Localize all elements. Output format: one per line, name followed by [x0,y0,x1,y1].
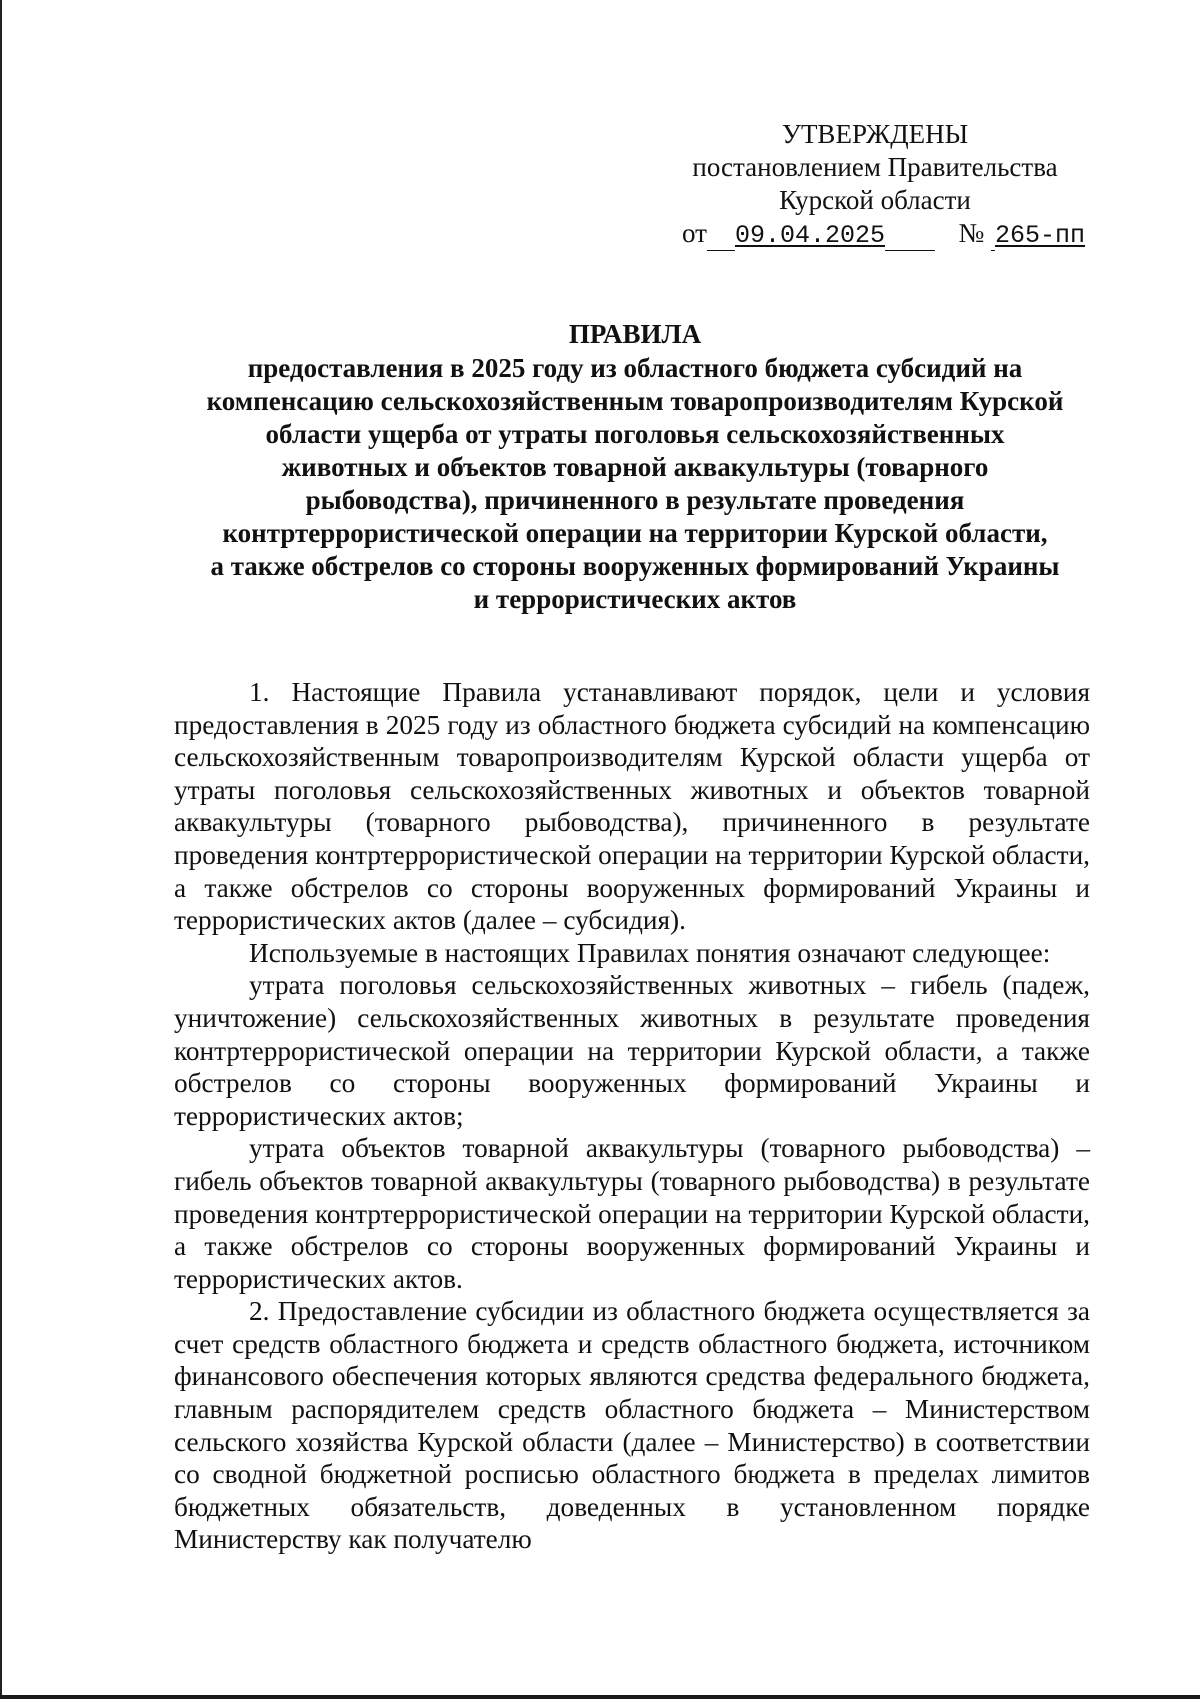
page-left-edge [0,0,2,1699]
paragraph-definition-livestock-loss: утрата поголовья сельскохозяйственных животных – гибель (падеж, уничтожение) сельскохозяйственных животных в результате проведения контртеррористической операции на территории Курской области, а также обстрелов со стороны вооруженных формирований Украины и террористических актов; [174,970,1090,1131]
approval-stamp-block [660,118,1090,252]
approval-status: УТВЕРЖДЕНЫ [781,119,969,149]
document-subtitle [170,352,1100,616]
approval-date-line [660,217,1090,252]
subtitle-line: и террористических актов [473,584,797,614]
date-blank-right [885,217,935,251]
paragraph-definition-aquaculture-loss: утрата объектов товарной аквакультуры (товарного рыбоводства) – гибель объектов товарной аквакультуры (товарного рыбоводства) в результате проведения контртеррористической операции на территории Курской области, а также обстрелов со стороны вооруженных формирований Украины и террористических актов. [174,1133,1090,1294]
page-bottom-edge [0,1695,1200,1699]
date-prefix: от [682,218,707,248]
document-title: ПРАВИЛА [568,319,702,349]
approval-by-line: постановлением Правительства [692,152,1058,182]
subtitle-line: животных и объектов товарной аквакультуры (товарного [281,452,989,482]
approval-region: Курской области [779,185,971,215]
date-value: 09.04.2025 [734,221,885,250]
subtitle-line: области ущерба от утраты поголовья сельскохозяйственных [265,419,1005,449]
paragraph-definitions-intro: Используемые в настоящих Правилах понятия означают следующее: [249,937,1051,968]
paragraph-1-scope: 1. Настоящие Правила устанавливают порядок, цели и условия предоставления в 2025 году из областного бюджета субсидий на компенсацию сельскохозяйственным товаропроизводителям Курской области ущерба от утраты поголовья сельскохозяйственных животных и объектов товарной аквакультуры (товарного рыбоводства), причиненного в результате проведения контртеррористической операции на территории Курской области, а также обстрелов со стороны вооруженных формирований Украины и террористических актов (далее – субсидия). [174,677,1090,936]
subtitle-line: контртеррористической операции на территории Курской области, [222,518,1048,548]
date-blank-left [707,217,735,251]
number-value: 265-пп [995,221,1086,250]
document-body [174,676,1090,1556]
subtitle-line: а также обстрелов со стороны вооруженных формирований Украины [210,551,1060,581]
subtitle-line: предоставления в 2025 году из областного бюджета субсидий на [247,353,1023,383]
paragraph-2-funding: 2. Предоставление субсидии из областного бюджета осуществляется за счет средств областного бюджета и средств областного бюджета, источником финансового обеспечения которых являются средства федерального бюджета, главным распорядителем средств областного бюджета – Министерством сельского хозяйства Курской области (далее – Министерство) в соответствии со сводной бюджетной росписью областного бюджета в пределах лимитов бюджетных обязательств, доведенных в установленном порядке Министерству как получателю [174,1296,1090,1555]
subtitle-line: рыбоводства), причиненного в результате проведения [305,485,965,515]
number-prefix: № [958,218,985,248]
subtitle-line: компенсацию сельскохозяйственным товаропроизводителям Курской [206,386,1064,416]
